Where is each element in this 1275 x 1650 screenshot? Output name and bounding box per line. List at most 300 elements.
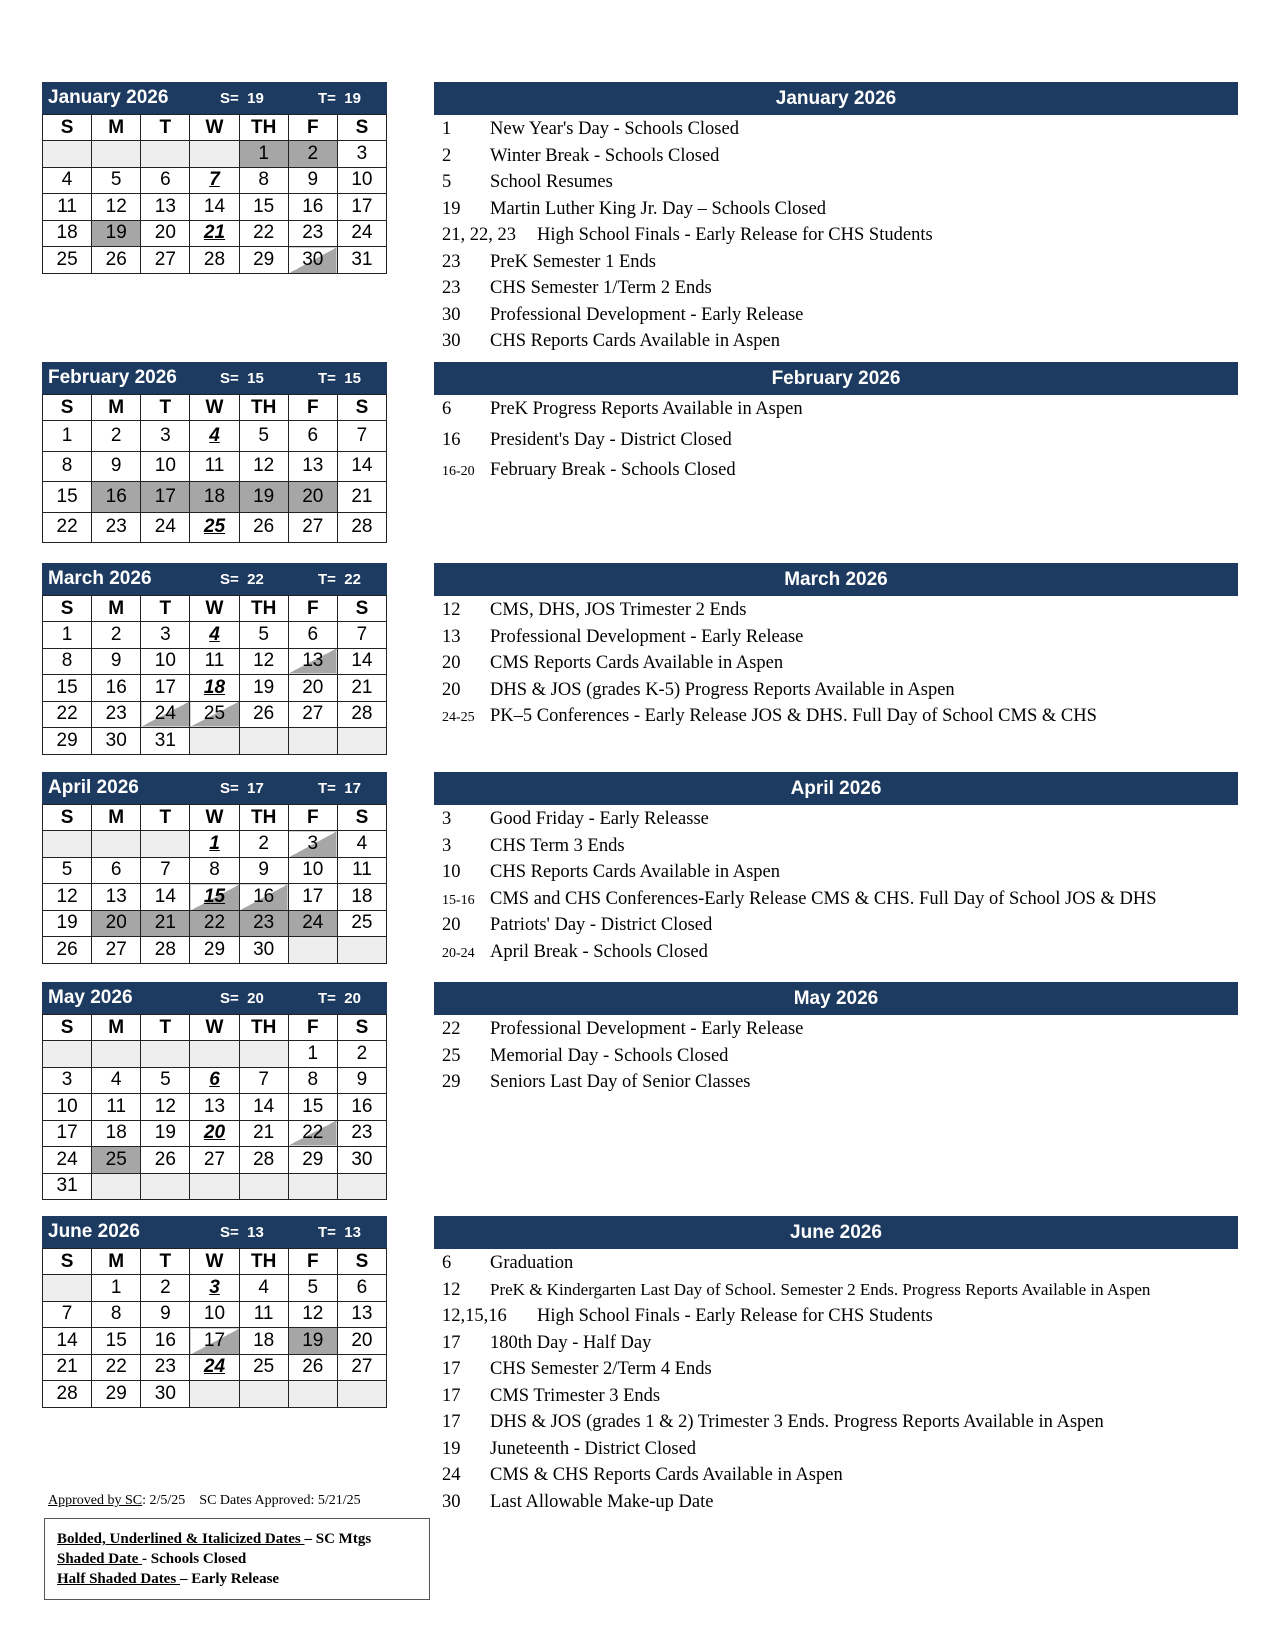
empty-day-cell [141, 141, 190, 168]
day-cell [92, 728, 141, 755]
day-number: 6 [160, 169, 171, 191]
day-cell [43, 220, 92, 247]
day-cell [288, 831, 337, 858]
teacher-days-value: 22 [344, 570, 361, 588]
empty-day-cell [92, 1173, 141, 1200]
day-cell [337, 1354, 386, 1381]
day-number: 23 [302, 222, 324, 244]
day-cell [141, 648, 190, 675]
day-number: 10 [302, 859, 324, 881]
day-cell [288, 675, 337, 702]
day-cell [141, 701, 190, 728]
week-row [43, 1173, 387, 1200]
weekday-label: S [337, 1015, 386, 1041]
events-month-header: March 2026 [434, 563, 1238, 596]
day-cell [141, 910, 190, 937]
day-cell [337, 482, 386, 513]
week-row [43, 1275, 387, 1302]
event-item [434, 1408, 1238, 1435]
empty-day-cell [288, 937, 337, 964]
day-cell [92, 512, 141, 543]
day-cell [337, 167, 386, 194]
day-number: 30 [351, 1148, 373, 1170]
day-number: 10 [351, 169, 373, 191]
event-text: PreK Semester 1 Ends [490, 251, 656, 272]
day-cell [337, 857, 386, 884]
day-cell [239, 675, 288, 702]
event-date: 16-20 [442, 464, 475, 479]
event-date: 25 [442, 1045, 461, 1066]
day-number: 5 [160, 1069, 171, 1091]
day-number: 23 [105, 703, 127, 725]
empty-day-cell [190, 1041, 239, 1068]
day-number: 14 [351, 650, 373, 672]
weekday-label: T [141, 1015, 190, 1041]
student-days-value: 17 [247, 779, 264, 797]
event-date: 16 [442, 429, 461, 450]
event-item [434, 274, 1238, 301]
week-row [43, 220, 387, 247]
event-text: February Break - Schools Closed [490, 460, 736, 480]
day-cell [288, 247, 337, 274]
month-grid [42, 595, 387, 755]
day-number: 14 [351, 455, 373, 477]
day-number: 22 [203, 912, 226, 934]
day-cell [43, 910, 92, 937]
teacher-days-count [318, 370, 361, 387]
day-number: 15 [203, 885, 226, 907]
month-grid [42, 1248, 387, 1408]
event-text: CMS Trimester 3 Ends [490, 1385, 661, 1406]
day-number: 28 [203, 248, 226, 270]
day-number: 29 [203, 938, 226, 960]
day-number: 21 [203, 222, 226, 244]
legend-sc-meetings: Bolded, Underlined & Italicized Dates – SC Mtgs [57, 1531, 372, 1547]
sc-dates-approved: SC Dates Approved: 5/21/25 [199, 1493, 361, 1508]
week-row [43, 910, 387, 937]
day-cell [92, 1120, 141, 1147]
teacher-days-value: 13 [344, 1223, 361, 1241]
month-header [42, 362, 387, 394]
day-number: 23 [351, 1122, 373, 1144]
day-number: 29 [253, 248, 275, 270]
weekday-label: T [141, 596, 190, 622]
weekday-label: F [288, 395, 337, 421]
day-cell [190, 220, 239, 247]
month-grid [42, 394, 387, 543]
event-date: 6 [442, 399, 452, 419]
day-cell [337, 1275, 386, 1302]
student-days-label: S= [220, 1223, 239, 1241]
day-number: 25 [203, 516, 226, 538]
day-cell [239, 1120, 288, 1147]
empty-day-cell [92, 831, 141, 858]
day-number: 22 [253, 222, 275, 244]
day-cell [141, 884, 190, 911]
day-number: 22 [56, 703, 78, 725]
event-date: 30 [442, 331, 461, 351]
day-number: 8 [110, 1303, 122, 1325]
day-number: 27 [105, 938, 127, 960]
weekday-label: TH [239, 1015, 288, 1041]
events-month-header: February 2026 [434, 362, 1238, 395]
weekday-label: M [92, 115, 141, 141]
week-row [43, 1301, 387, 1328]
day-cell [337, 910, 386, 937]
day-number: 9 [110, 455, 122, 477]
day-number: 9 [258, 859, 269, 881]
day-cell [141, 622, 190, 649]
day-number: 18 [351, 885, 373, 907]
day-number: 20 [154, 222, 176, 244]
day-cell [92, 421, 141, 452]
event-text: Good Friday - Early Releasse [490, 809, 709, 829]
day-cell [92, 1275, 141, 1302]
day-number: 6 [307, 623, 319, 645]
day-number: 26 [56, 938, 78, 960]
day-number: 12 [56, 885, 78, 907]
event-item [434, 1488, 1238, 1515]
day-number: 13 [302, 650, 324, 672]
month-title: June 2026 [48, 1221, 140, 1242]
event-item [434, 1015, 1238, 1042]
empty-day-cell [337, 937, 386, 964]
day-number: 9 [160, 1303, 171, 1325]
day-cell [141, 451, 190, 482]
event-date: 19 [442, 198, 461, 219]
week-row [43, 937, 387, 964]
day-number: 5 [110, 169, 122, 191]
empty-day-cell [141, 1041, 190, 1068]
student-days-count [218, 780, 318, 797]
day-number: 5 [61, 859, 73, 881]
day-cell [43, 648, 92, 675]
day-number: 2 [307, 142, 319, 164]
event-date: 22 [442, 1019, 461, 1039]
day-cell [92, 1328, 141, 1355]
event-date: 17 [442, 1385, 461, 1406]
events-panel-may [434, 982, 1238, 1095]
event-date: 19 [442, 1438, 461, 1459]
weekday-label: F [288, 1015, 337, 1041]
empty-day-cell [43, 831, 92, 858]
event-text: Winter Break - Schools Closed [490, 145, 720, 166]
day-cell [337, 1328, 386, 1355]
teacher-days-count [318, 780, 361, 797]
event-item [434, 596, 1238, 623]
day-number: 12 [302, 1303, 324, 1325]
day-cell [288, 482, 337, 513]
weekday-header-row [43, 1015, 387, 1041]
event-date: 1 [442, 119, 452, 139]
day-number: 17 [203, 1329, 226, 1351]
day-cell [288, 857, 337, 884]
week-row [43, 857, 387, 884]
day-number: 3 [209, 1276, 220, 1298]
day-number: 13 [351, 1303, 373, 1325]
day-number: 24 [302, 912, 324, 934]
empty-day-cell [337, 728, 386, 755]
day-number: 21 [154, 912, 176, 934]
event-date: 17 [442, 1332, 461, 1353]
day-number: 25 [351, 912, 373, 934]
week-row [43, 1094, 387, 1121]
weekday-label: S [43, 805, 92, 831]
day-cell [288, 1354, 337, 1381]
day-number: 15 [56, 485, 78, 507]
day-cell [190, 421, 239, 452]
day-cell [288, 141, 337, 168]
event-item [434, 168, 1238, 195]
month-calendar-march [42, 563, 387, 755]
event-date: 23 [442, 278, 461, 298]
weekday-label: F [288, 805, 337, 831]
day-number: 15 [105, 1329, 127, 1351]
empty-day-cell [239, 1381, 288, 1408]
day-cell [43, 512, 92, 543]
event-text: CMS, DHS, JOS Trimester 2 Ends [490, 600, 747, 620]
day-number: 2 [160, 1276, 171, 1298]
event-text: High School Finals - Early Release for CHS Students [537, 1306, 933, 1326]
event-item [434, 1249, 1238, 1276]
weekday-label: M [92, 805, 141, 831]
event-text: Graduation [490, 1253, 574, 1273]
day-cell [239, 1147, 288, 1174]
day-number: 16 [351, 1095, 373, 1117]
day-number: 28 [351, 516, 373, 538]
day-number: 17 [154, 676, 176, 698]
events-month-header: April 2026 [434, 772, 1238, 805]
event-text: School Resumes [490, 172, 613, 192]
day-number: 20 [105, 912, 127, 934]
week-row [43, 247, 387, 274]
empty-day-cell [288, 1381, 337, 1408]
event-date: 5 [442, 172, 452, 192]
day-cell [288, 910, 337, 937]
event-item [434, 1276, 1238, 1303]
day-number: 17 [154, 485, 176, 507]
teacher-days-value: 20 [344, 989, 361, 1007]
weekday-label: M [92, 1015, 141, 1041]
day-cell [43, 701, 92, 728]
day-cell [92, 1094, 141, 1121]
day-cell [337, 247, 386, 274]
event-date: 12 [442, 1279, 461, 1300]
event-item [434, 327, 1238, 354]
weekday-label: S [43, 1249, 92, 1275]
day-cell [190, 648, 239, 675]
day-cell [92, 1354, 141, 1381]
day-cell [288, 220, 337, 247]
day-cell [337, 1147, 386, 1174]
day-number: 29 [56, 729, 78, 751]
day-number: 10 [154, 650, 176, 672]
day-cell [43, 421, 92, 452]
teacher-days-value: 19 [344, 89, 361, 107]
day-cell [141, 1067, 190, 1094]
day-cell [288, 421, 337, 452]
day-number: 17 [351, 195, 373, 217]
legend-box [44, 1518, 430, 1600]
day-cell [43, 937, 92, 964]
day-cell [190, 831, 239, 858]
day-cell [92, 482, 141, 513]
day-cell [43, 247, 92, 274]
day-cell [141, 728, 190, 755]
event-text: CHS Semester 2/Term 4 Ends [490, 1359, 712, 1379]
day-cell [239, 512, 288, 543]
event-text: CMS Reports Cards Available in Aspen [490, 653, 784, 673]
teacher-days-value: 17 [344, 779, 361, 797]
weekday-label: W [190, 805, 239, 831]
week-row [43, 1354, 387, 1381]
day-number: 24 [56, 1148, 78, 1170]
day-cell [239, 884, 288, 911]
event-date: 3 [442, 835, 452, 856]
day-cell [141, 1301, 190, 1328]
student-days-value: 20 [247, 989, 264, 1007]
day-cell [337, 884, 386, 911]
event-text: Seniors Last Day of Senior Classes [490, 1072, 751, 1092]
weekday-label: S [337, 805, 386, 831]
day-number: 26 [154, 1148, 176, 1170]
day-cell [141, 675, 190, 702]
day-number: 3 [356, 142, 368, 164]
day-number: 12 [253, 650, 275, 672]
day-number: 23 [253, 912, 275, 934]
weekday-label: TH [239, 805, 288, 831]
week-row [43, 622, 387, 649]
weekday-label: W [190, 115, 239, 141]
day-cell [288, 1041, 337, 1068]
day-cell [288, 648, 337, 675]
month-grid [42, 804, 387, 964]
empty-day-cell [190, 1381, 239, 1408]
event-text: High School Finals - Early Release for CHS Students [537, 225, 933, 245]
day-cell [190, 1094, 239, 1121]
day-number: 25 [253, 1356, 275, 1378]
day-number: 21 [351, 485, 373, 507]
weekday-label: F [288, 596, 337, 622]
day-number: 19 [154, 1122, 176, 1144]
day-number: 10 [154, 455, 176, 477]
day-number: 30 [302, 248, 324, 270]
day-cell [43, 1067, 92, 1094]
event-item [434, 1461, 1238, 1488]
day-number: 4 [209, 424, 220, 446]
month-header [42, 982, 387, 1014]
weekday-label: W [190, 1015, 239, 1041]
event-text: CMS and CHS Conferences-Early Release CMS & CHS. Full Day of School JOS & DHS [490, 888, 1157, 909]
event-text: April Break - Schools Closed [490, 941, 708, 962]
events-panel-february [434, 362, 1238, 487]
day-number: 5 [307, 1276, 319, 1298]
day-number: 26 [302, 1356, 324, 1378]
event-text: New Year's Day - Schools Closed [490, 119, 739, 139]
day-cell [141, 512, 190, 543]
student-days-label: S= [220, 89, 239, 107]
event-text: Memorial Day - Schools Closed [490, 1045, 729, 1066]
day-cell [337, 512, 386, 543]
day-number: 16 [105, 485, 127, 507]
empty-day-cell [337, 1381, 386, 1408]
weekday-label: TH [239, 596, 288, 622]
event-text: CHS Semester 1/Term 2 Ends [490, 278, 712, 298]
day-cell [190, 884, 239, 911]
weekday-label: S [337, 596, 386, 622]
day-number: 19 [253, 485, 275, 507]
day-cell [288, 1094, 337, 1121]
day-cell [239, 482, 288, 513]
day-cell [288, 167, 337, 194]
weekday-header-row [43, 395, 387, 421]
event-text: Patriots' Day - District Closed [490, 915, 713, 935]
empty-day-cell [190, 141, 239, 168]
weekday-label: F [288, 115, 337, 141]
event-item [434, 938, 1238, 965]
student-days-count [218, 90, 318, 107]
week-row [43, 194, 387, 221]
day-cell [239, 1275, 288, 1302]
day-cell [92, 220, 141, 247]
day-cell [92, 194, 141, 221]
month-title: May 2026 [48, 987, 133, 1008]
teacher-days-count [318, 990, 361, 1007]
day-cell [43, 1381, 92, 1408]
day-number: 15 [253, 195, 275, 217]
day-cell [43, 675, 92, 702]
day-cell [141, 1147, 190, 1174]
event-item [434, 221, 1238, 248]
day-number: 11 [106, 1095, 127, 1117]
weekday-header-row [43, 805, 387, 831]
student-days-value: 19 [247, 89, 264, 107]
events-month-header: May 2026 [434, 982, 1238, 1015]
event-item [434, 1435, 1238, 1462]
event-date: 12,15,16 [442, 1306, 507, 1326]
day-number: 19 [56, 912, 78, 934]
student-days-count [218, 370, 318, 387]
day-cell [190, 1120, 239, 1147]
day-number: 18 [105, 1122, 127, 1144]
weekday-header-row [43, 115, 387, 141]
day-cell [92, 167, 141, 194]
day-number: 17 [302, 885, 324, 907]
day-cell [92, 247, 141, 274]
day-cell [43, 1173, 92, 1200]
day-cell [190, 622, 239, 649]
day-cell [92, 910, 141, 937]
day-cell [239, 1328, 288, 1355]
day-number: 4 [110, 1069, 122, 1091]
day-cell [43, 622, 92, 649]
student-days-label: S= [220, 570, 239, 588]
day-number: 18 [56, 222, 78, 244]
week-row [43, 675, 387, 702]
day-number: 26 [105, 248, 127, 270]
day-number: 21 [253, 1122, 275, 1144]
day-cell [43, 884, 92, 911]
day-cell [141, 1381, 190, 1408]
event-date: 24-25 [442, 710, 475, 725]
day-cell [190, 1067, 239, 1094]
day-number: 1 [307, 1042, 319, 1064]
empty-day-cell [43, 1041, 92, 1068]
day-cell [288, 451, 337, 482]
day-cell [190, 937, 239, 964]
event-text: CHS Reports Cards Available in Aspen [490, 331, 780, 351]
day-number: 2 [110, 623, 122, 645]
